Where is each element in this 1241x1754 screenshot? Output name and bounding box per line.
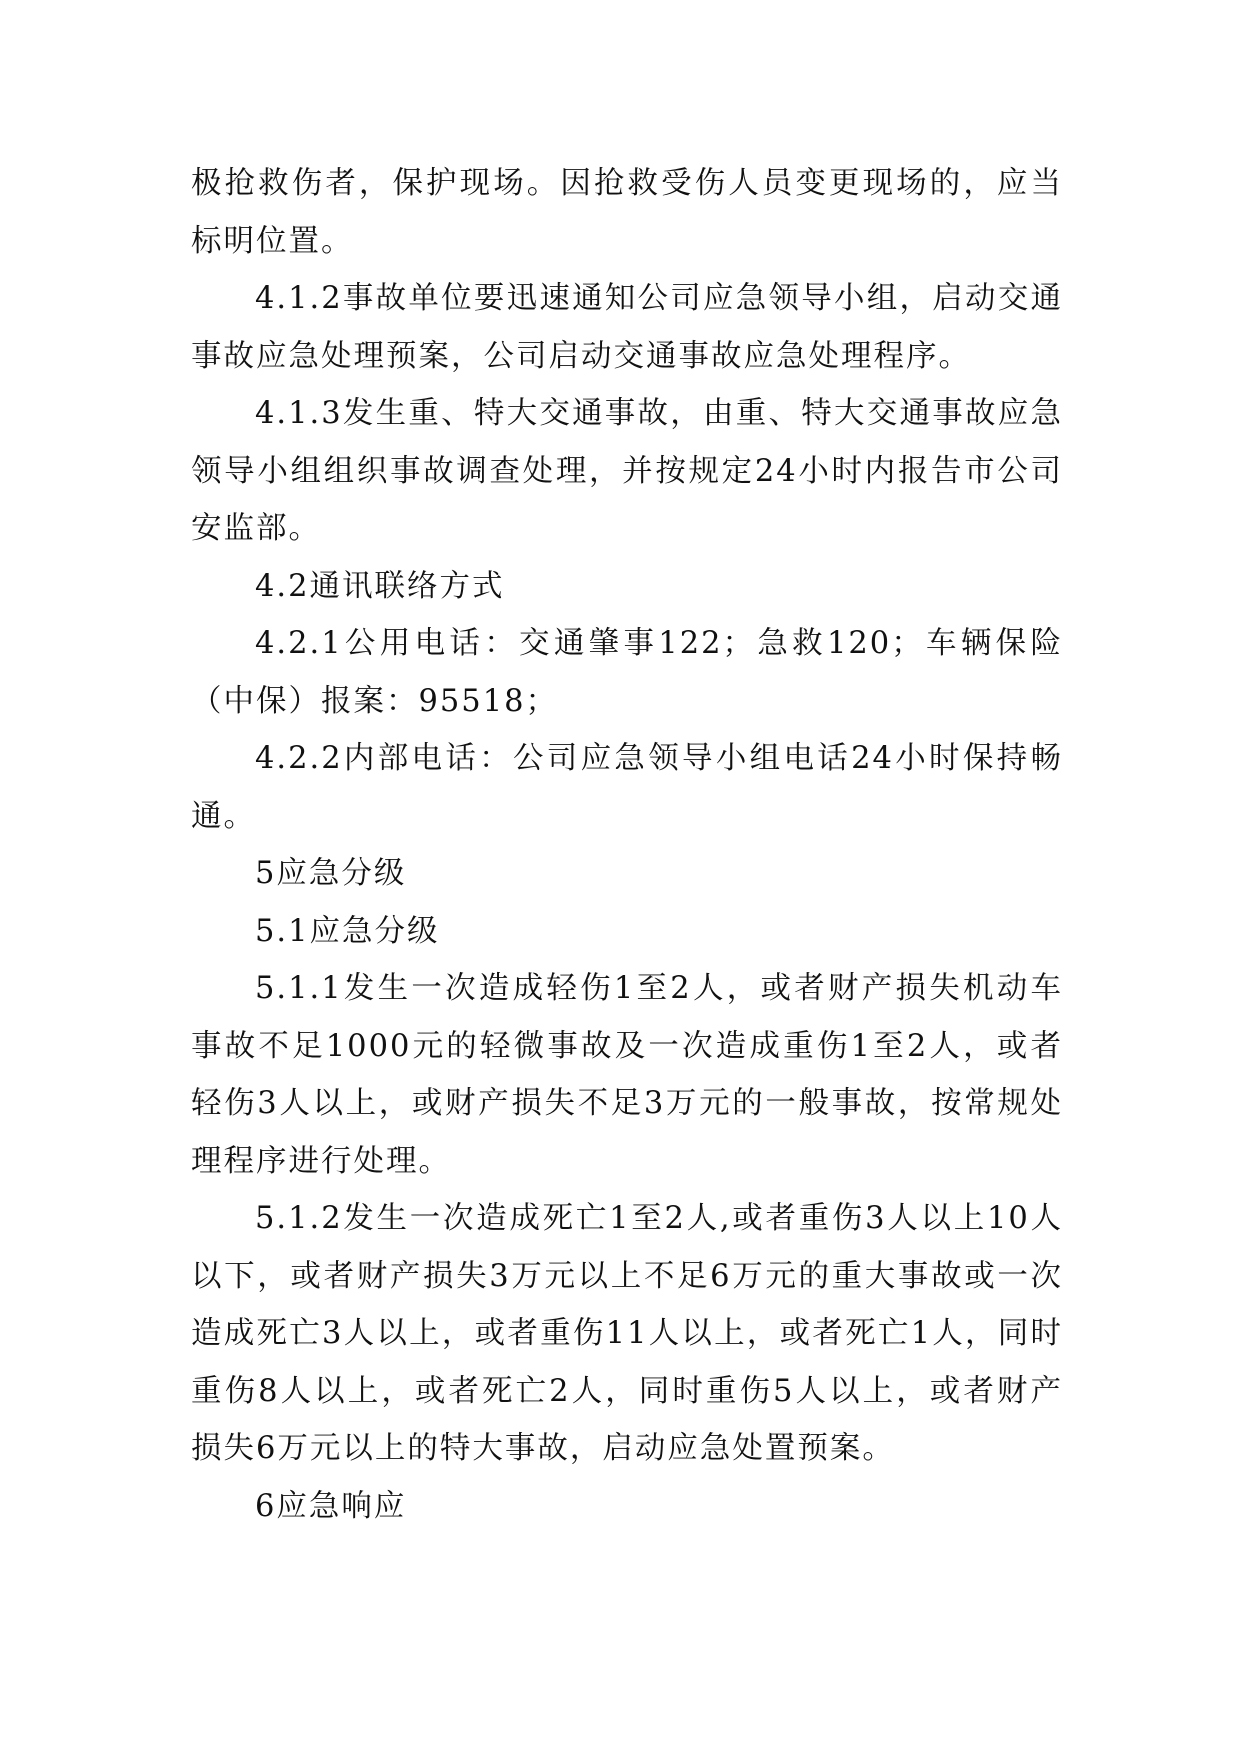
paragraph-4-2-1: 4.2.1公用电话：交通肇事122；急救120；车辆保险（中保）报案：95518； xyxy=(191,626,1063,719)
paragraph-4-2-2: 4.2.2内部电话：公司应急领导小组电话24小时保持畅通。 xyxy=(191,741,1063,834)
document-body xyxy=(191,155,1063,1535)
heading-5-1: 5.1应急分级 xyxy=(255,913,440,949)
paragraph-4-1-3: 4.1.3发生重、特大交通事故，由重、特大交通事故应急领导小组组织事故调查处理，并按规定24小时内报告市公司安监部。 xyxy=(191,396,1063,546)
paragraph-continuation: 极抢救伤者，保护现场。因抢救受伤人员变更现场的，应当标明位置。 xyxy=(191,166,1063,259)
paragraph-5-1-2: 5.1.2发生一次造成死亡1至2人,或者重伤3人以上10人以下，或者财产损失3万元以上不足6万元的重大事故或一次造成死亡3人以上，或者重伤11人以上，或者死亡1人，同时重伤8人以上，或者死亡2人，同时重伤5人以上，或者财产损失6万元以上的特大事故，启动应急处置预案。 xyxy=(191,1201,1063,1466)
paragraph-4-1-2: 4.1.2事故单位要迅速通知公司应急领导小组，启动交通事故应急处理预案，公司启动交通事故应急处理程序。 xyxy=(191,281,1063,374)
paragraph-5-1-1: 5.1.1发生一次造成轻伤1至2人，或者财产损失机动车事故不足1000元的轻微事故及一次造成重伤1至2人，或者轻伤3人以上，或财产损失不足3万元的一般事故，按常规处理程序进行处理。 xyxy=(191,971,1063,1179)
heading-5: 5应急分级 xyxy=(255,856,407,891)
heading-6: 6应急响应 xyxy=(255,1488,407,1524)
heading-4-2: 4.2通讯联络方式 xyxy=(255,568,505,604)
